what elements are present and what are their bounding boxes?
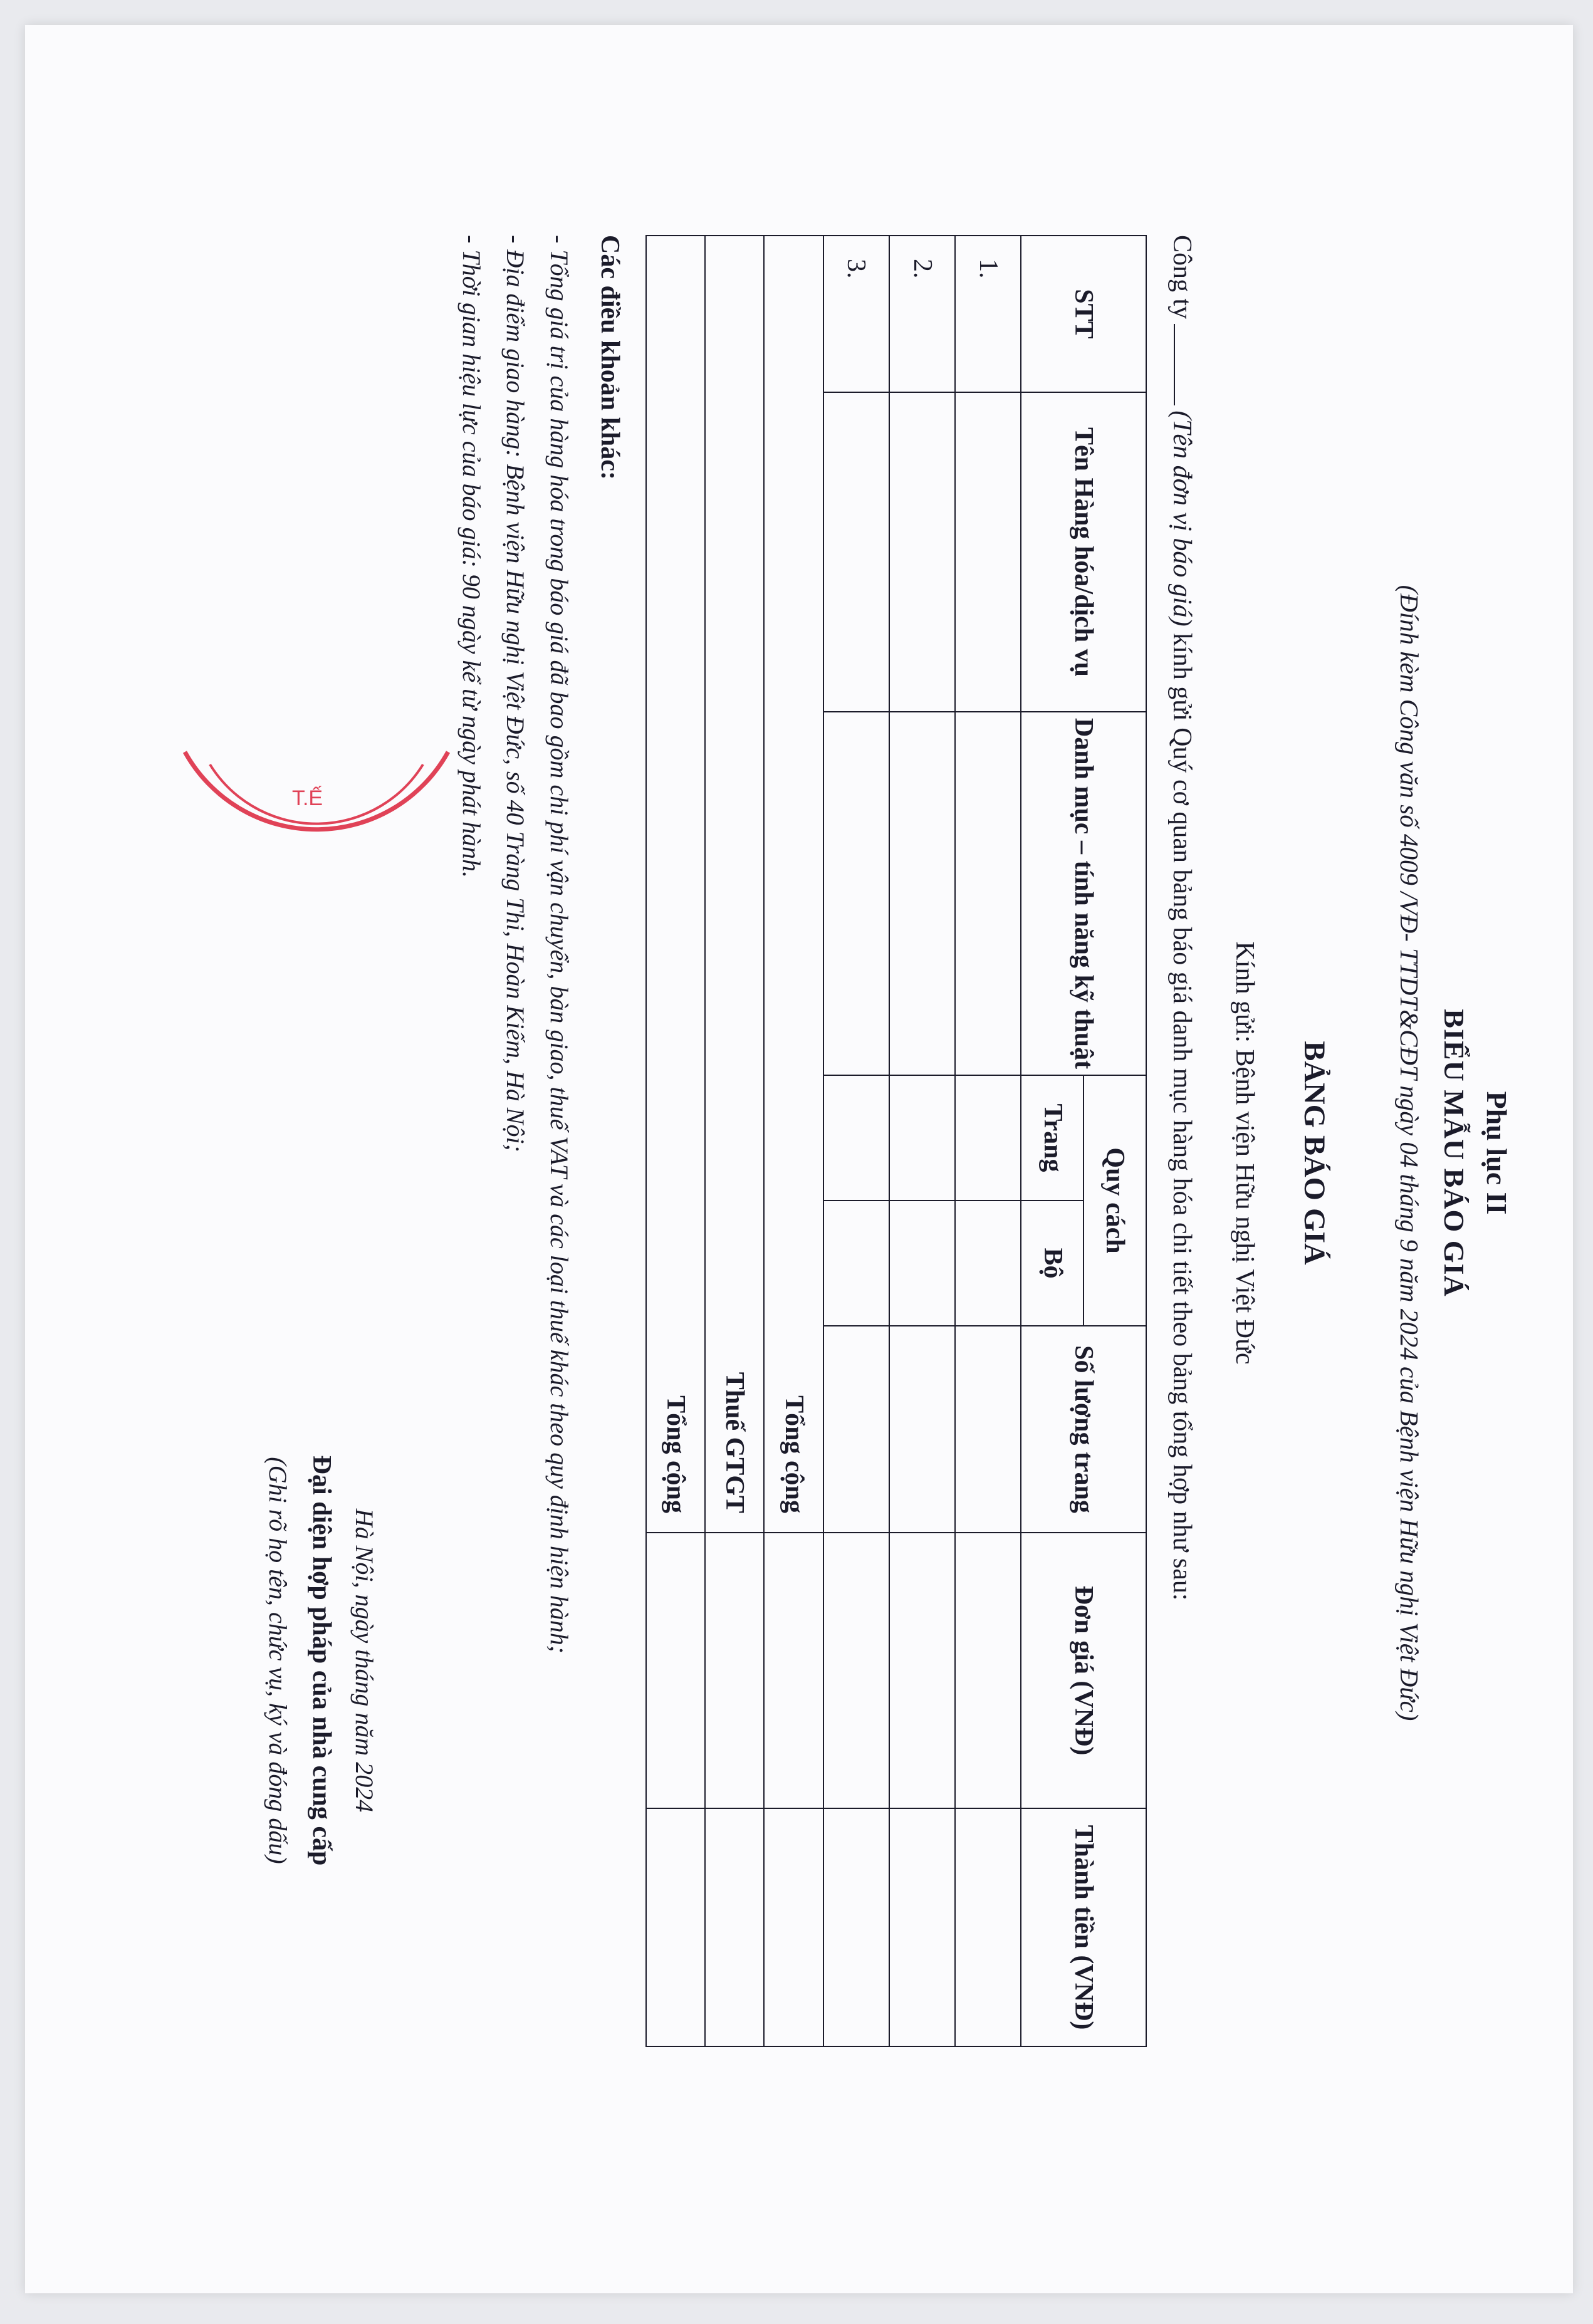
- header-format-set: Bộ: [1021, 1201, 1084, 1326]
- header-amount: Thành tiền (VNĐ): [1021, 1808, 1147, 2046]
- document-subtitle: (Đính kèm Công văn số 4009 /VĐ- TTDT&CĐT ngày 04 tháng 9 năm 2024 của Bệnh viện Hữu nghị Việt Đức): [1395, 585, 1424, 1721]
- summary-row: [764, 236, 823, 2046]
- header-format: Quy cách: [1084, 1075, 1146, 1326]
- intro-company: Công ty: [1167, 235, 1196, 320]
- summary-row: [705, 236, 764, 2046]
- header-quantity: Số lượng trang: [1021, 1326, 1147, 1533]
- terms-item: - Địa điểm giao hàng: Bệnh viện Hữu nghị Việt Đức, số 40 Tràng Thi, Hoàn Kiếm, Hà Nội;: [501, 235, 530, 1152]
- company-name-blank: [1174, 324, 1195, 405]
- intro-placeholder: (Tên đơn vị báo giá): [1167, 410, 1196, 627]
- signature-title: Đại diện hợp pháp của nhà cung cấp: [307, 1455, 336, 1866]
- rotated-page-content: [128, 94, 1557, 2212]
- intro-paragraph: [1167, 235, 1197, 1601]
- header-unit-price: Đơn giá (VNĐ): [1021, 1533, 1147, 1808]
- summary-row: [646, 236, 705, 2046]
- price-table: [645, 235, 1147, 2047]
- signature-date: Hà Nội, ngày tháng năm 2024: [350, 1508, 379, 1813]
- recipient-line: Kính gửi: Bệnh viện Hữu nghị Việt Đức: [1230, 941, 1259, 1365]
- terms-item: - Thời gian hiệu lực của báo giá: 90 ngày kể từ ngày phát hành.: [457, 235, 486, 878]
- row-stt: 2.: [889, 236, 955, 392]
- row-stt: 3.: [823, 236, 889, 392]
- row-stt: 1.: [955, 236, 1021, 392]
- intro-text: kính gửi Quý cơ quan bảng báo giá danh mục hàng hóa chi tiết theo bảng tổng hợp như sau:: [1167, 633, 1196, 1601]
- terms-heading: Các điều khoản khác:: [595, 235, 624, 480]
- summary-vat-label: Thuế GTGT: [705, 236, 764, 1533]
- table-row: [955, 236, 1021, 2046]
- signature-note: (Ghi rõ họ tên, chức vụ, ký và đóng dấu): [264, 1457, 292, 1864]
- red-stamp-icon: [166, 733, 467, 896]
- annex-title: Phụ lục II: [1481, 1091, 1513, 1215]
- page-title: BẢNG BÁO GIÁ: [1298, 1041, 1331, 1265]
- header-name: Tên Hàng hóa/dịch vụ: [1021, 392, 1147, 712]
- summary-total-label: Tổng cộng: [646, 236, 705, 1533]
- table-row: [823, 236, 889, 2046]
- summary-subtotal-label: Tổng cộng: [764, 236, 823, 1533]
- stamp-text: T.Ế: [291, 786, 323, 811]
- terms-item: - Tổng giá trị của hàng hóa trong báo giá đã bao gồm chi phí vận chuyển, bàn giao, thuế VAT và các loại thuế khác theo quy định hiện hành;: [545, 235, 573, 1654]
- header-format-page: Trang: [1021, 1075, 1084, 1201]
- header-specs: Danh mục – tính năng kỹ thuật: [1021, 712, 1147, 1075]
- terms-list: [449, 235, 581, 1654]
- header-stt: STT: [1021, 236, 1147, 392]
- form-title: BIỂU MẪU BÁO GIÁ: [1438, 1009, 1470, 1297]
- table-row: [889, 236, 955, 2046]
